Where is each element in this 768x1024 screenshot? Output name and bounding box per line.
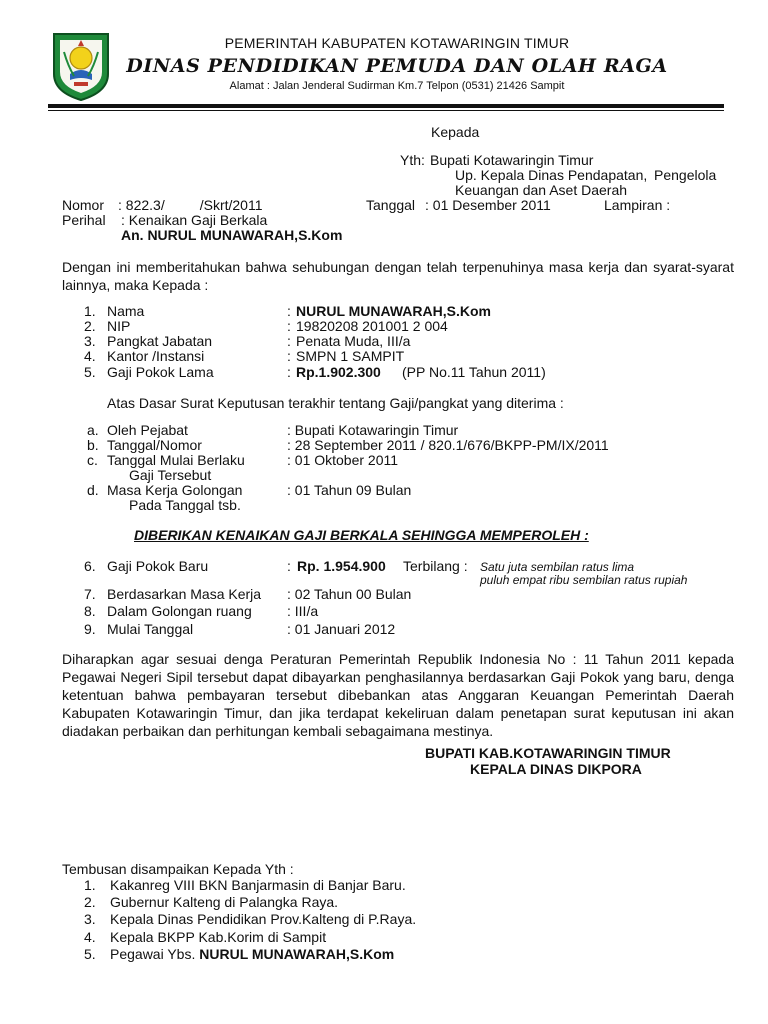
identity-value-nama: NURUL MUNAWARAH,S.Kom bbox=[296, 303, 491, 319]
signature-line1: BUPATI KAB.KOTAWARINGIN TIMUR bbox=[425, 745, 671, 761]
tanggal-label: Tanggal bbox=[366, 197, 416, 213]
basis-letter: c. bbox=[87, 452, 98, 468]
list-item-number: 3. bbox=[84, 333, 96, 349]
list-item-number: 5. bbox=[84, 946, 96, 962]
list-item-number: 6. bbox=[84, 558, 96, 574]
basis-value-mulai-berlaku: : 01 Oktober 2011 bbox=[287, 452, 399, 468]
list-item-number: 7. bbox=[84, 586, 96, 602]
list-item-number: 4. bbox=[84, 348, 96, 364]
letterhead-rule-thin bbox=[48, 110, 724, 111]
basis-label-mulai-berlaku-2: Gaji Tersebut bbox=[129, 467, 212, 483]
basis-label-pejabat: Oleh Pejabat bbox=[107, 422, 188, 438]
identity-sep: : bbox=[287, 348, 291, 364]
closing-paragraph: Diharapkan agar sesuai denga Peraturan Pemerintah Republik Indonesia No : 11 Tahun 2011 kepada Pegawai Negeri Sipil tersebut dapat dibayarkan penghasilannya berdasarkan Gaji Pokok yang baru, denga ketentuan bahwa pembayaran tersebut dibebankan atas Anggaran Keuangan Pemerintah Daerah Kabupaten Kotawaringin Timur, dan jika terdapat kekeliruan dalam penetapan surat keputusan ini akan diadakan perbaikan dan perhitungan kembali sebagaimana mestinya. bbox=[62, 651, 734, 739]
cc-item: Kepala Dinas Pendidikan Prov.Kalteng di P.Raya. bbox=[110, 911, 417, 927]
government-name: PEMERINTAH KABUPATEN KOTAWARINGIN TIMUR bbox=[224, 35, 570, 51]
identity-sep: : bbox=[287, 318, 291, 334]
identity-value-gaji-lama: Rp.1.902.300 bbox=[296, 364, 381, 380]
nomor-label: Nomor bbox=[62, 197, 105, 213]
basis-label-tanggal-nomor: Tanggal/Nomor bbox=[107, 437, 202, 453]
lampiran-label: Lampiran : bbox=[604, 197, 671, 213]
new-item-label-masa-kerja: Berdasarkan Masa Kerja bbox=[107, 586, 262, 602]
list-item-number: 9. bbox=[84, 621, 96, 637]
list-item-number: 2. bbox=[84, 894, 96, 910]
tanggal-value: : 01 Desember 2011 bbox=[425, 197, 551, 213]
identity-value-pangkat: Penata Muda, III/a bbox=[296, 333, 411, 349]
signature-line2: KEPALA DINAS DIKPORA bbox=[470, 761, 642, 777]
basis-letter: a. bbox=[87, 422, 99, 438]
list-item-number: 2. bbox=[84, 318, 96, 334]
recipient-yth-name: Bupati Kotawaringin Timur bbox=[430, 152, 594, 168]
new-salary-label: Gaji Pokok Baru bbox=[107, 558, 209, 574]
terbilang-line1: Satu juta sembilan ratus lima bbox=[480, 560, 635, 574]
list-item-number: 8. bbox=[84, 603, 96, 619]
intro-paragraph: Dengan ini memberitahukan bahwa sehubungan dengan telah terpenuhinya masa kerja dan syarat-syarat lainnya, maka Kepada : bbox=[62, 259, 734, 293]
basis-value-tanggal-nomor: : 28 September 2011 / 820.1/676/BKPP-PM/IX/2011 bbox=[287, 437, 609, 453]
recipient-up-line2: Keuangan dan Aset Daerah bbox=[455, 182, 628, 198]
cc-item: Gubernur Kalteng di Palangka Raya. bbox=[110, 894, 339, 910]
recipient-yth-label: Yth: bbox=[400, 152, 425, 168]
list-item-number: 3. bbox=[84, 911, 96, 927]
basis-intro: Atas Dasar Surat Keputusan terakhir tentang Gaji/pangkat yang diterima : bbox=[107, 395, 564, 411]
identity-value-nip: 19820208 201001 2 004 bbox=[296, 318, 448, 334]
agency-name: DINAS PENDIDIKAN PEMUDA DAN OLAH RAGA bbox=[126, 55, 668, 77]
basis-label-mulai-berlaku: Tanggal Mulai Berlaku bbox=[107, 452, 245, 468]
recipient-up-line1: Up. Kepala Dinas Pendapatan, bbox=[455, 167, 648, 183]
cc-item bbox=[110, 946, 394, 962]
identity-sep: : bbox=[287, 364, 291, 380]
basis-value-masa-kerja: : 01 Tahun 09 Bulan bbox=[287, 482, 412, 498]
list-item-number: 1. bbox=[84, 877, 96, 893]
identity-label-nip: NIP bbox=[107, 318, 131, 334]
list-item-number: 5. bbox=[84, 364, 96, 380]
agency-address: Alamat : Jalan Jenderal Sudirman Km.7 Telpon (0531) 21426 Sampit bbox=[229, 80, 565, 92]
cc-item-text: Pegawai Ybs. bbox=[110, 946, 200, 962]
new-salary-value: Rp. 1.954.900 bbox=[297, 558, 386, 574]
cc-item: Kakanreg VIII BKN Banjarmasin di Banjar Baru. bbox=[110, 877, 406, 893]
basis-letter: d. bbox=[87, 482, 99, 498]
identity-label-pangkat: Pangkat Jabatan bbox=[107, 333, 213, 349]
identity-label-kantor: Kantor /Instansi bbox=[107, 348, 205, 364]
new-salary-sep: : bbox=[287, 558, 291, 574]
identity-gaji-lama-note: (PP No.11 Tahun 2011) bbox=[402, 364, 546, 380]
identity-sep: : bbox=[287, 333, 291, 349]
perihal-value: : Kenaikan Gaji Berkala bbox=[121, 212, 268, 228]
new-item-value-masa-kerja: : 02 Tahun 00 Bulan bbox=[287, 586, 412, 602]
an-line: An. NURUL MUNAWARAH,S.Kom bbox=[121, 227, 343, 243]
basis-label-masa-kerja-2: Pada Tanggal tsb. bbox=[129, 497, 241, 513]
new-item-label-mulai: Mulai Tanggal bbox=[107, 621, 194, 637]
recipient-kepada: Kepada bbox=[431, 124, 480, 140]
recipient-up-line1b: Pengelola bbox=[654, 167, 717, 183]
basis-label-masa-kerja: Masa Kerja Golongan bbox=[107, 482, 243, 498]
cc-item-bold-name: NURUL MUNAWARAH,S.Kom bbox=[199, 946, 395, 962]
list-item-number: 1. bbox=[84, 303, 96, 319]
identity-value-kantor: SMPN 1 SAMPIT bbox=[296, 348, 405, 364]
cc-title: Tembusan disampaikan Kepada Yth : bbox=[62, 861, 294, 877]
identity-label-nama: Nama bbox=[107, 303, 145, 319]
new-item-value-golongan: : III/a bbox=[287, 603, 319, 619]
new-item-value-mulai: : 01 Januari 2012 bbox=[287, 621, 396, 637]
increase-heading: DIBERIKAN KENAIKAN GAJI BERKALA SEHINGGA MEMPEROLEH : bbox=[134, 527, 589, 543]
new-item-label-golongan: Dalam Golongan ruang bbox=[107, 603, 252, 619]
cc-item: Kepala BKPP Kab.Korim di Sampit bbox=[110, 929, 327, 945]
list-item-number: 4. bbox=[84, 929, 96, 945]
basis-letter: b. bbox=[87, 437, 99, 453]
terbilang-label: Terbilang : bbox=[403, 558, 468, 574]
nomor-value: : 822.3/ /Skrt/2011 bbox=[118, 197, 263, 213]
letterhead-rule-thick bbox=[48, 104, 724, 108]
terbilang-line2: puluh empat ribu sembilan ratus rupiah bbox=[480, 573, 688, 587]
identity-label-gaji-lama: Gaji Pokok Lama bbox=[107, 364, 214, 380]
perihal-label: Perihal bbox=[62, 212, 106, 228]
identity-sep: : bbox=[287, 303, 291, 319]
basis-value-pejabat: : Bupati Kotawaringin Timur bbox=[287, 422, 459, 438]
